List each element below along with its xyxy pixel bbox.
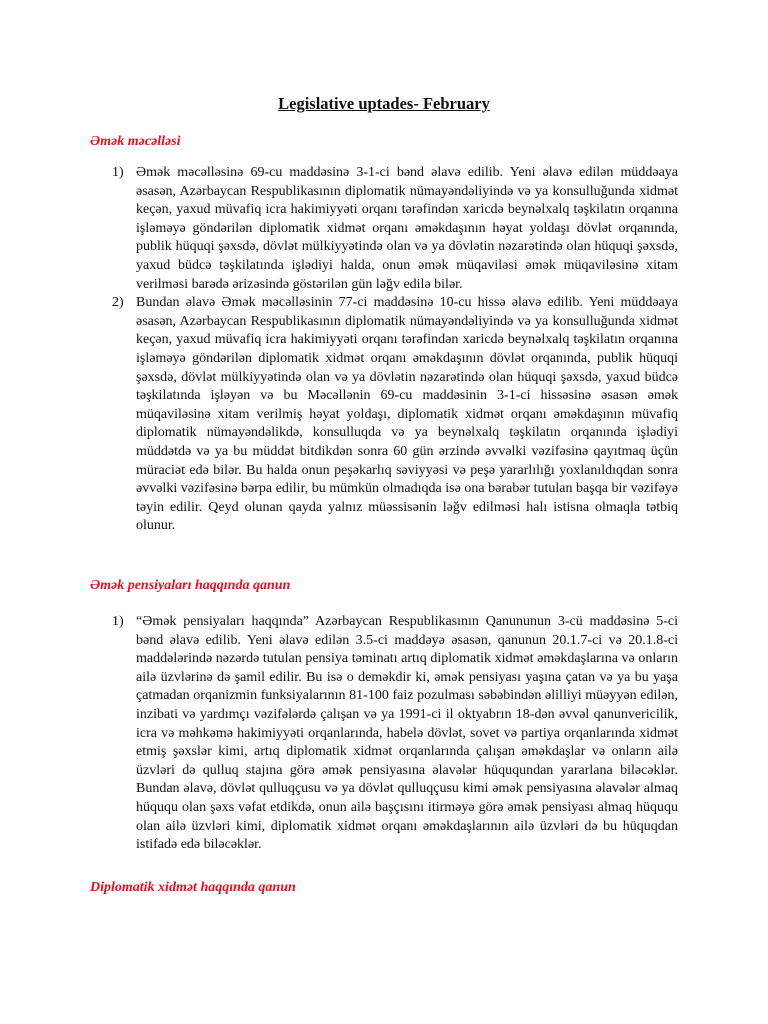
pensions-law-list [0,613,768,855]
section-heading-labor-code: Əmək məcəlləsi [90,134,181,149]
list-item [0,164,768,294]
list-item [0,613,768,855]
section-heading-diplomatic-service-law: Diplomatik xidmət haqqında qanun [90,880,296,895]
list-item-text: “Əmək pensiyaları haqqında” Azərbaycan Respublikasının Qanununun 3-cü maddəsinə 5-ci bənd əlavə edilib. Yeni əlavə edilən 3.5-ci maddəyə əsasən, qanunun 20.1.7-ci və 20.1.8-ci maddələrində nəzərdə tutulan pensiya təminatı artıq diplomatik xidmət əməkdaşlarına və onların ailə üzvlərinə də şamil edilir. Bu isə o deməkdir ki, əmək pensiyası yaşına çatan və ya bu yaşa çatmadan orqanizmin funksiyalarının 81-100 faiz pozulması səbəbindən əlilliyi müəyyən edilən, inzibati və yardımçı vəzifələrdə çalışan və ya 1991-ci il oktyabrın 18-dən əvvəl qanunvericilik, icra və məhkəmə hakimiyyəti orqanlarında, habelə dövlət, sovet və partiya orqanlarında xidmət etmiş şəxslər kimi, artıq diplomatik xidmət orqanlarında çalışan əməkdaşlar və onların ailə üzvləri də qulluq stajına görə əmək pensiyasına əlavələr hüququndan yararlana biləcəklər. Bundan əlavə, dövlət qulluqçusu və ya dövlət qulluqçusu kimi əmək pensiyasına əlavələr almaq hüququ olan şəxs vəfat etdikdə, onun ailə başçısını itirməyə görə əmək pensiyası almaq hüququ olan ailə üzvləri kimi, diplomatik xidmət orqanı əməkdaşlarının ailə üzvləri də bu hüquqdan istifadə edə biləcəklər. [136,614,678,853]
section-heading-pensions-law: Əmək pensiyaları haqqında qanun [90,578,291,593]
document-title: Legislative uptades- February [278,94,490,113]
list-item [0,294,768,536]
list-item-text: Əmək məcəlləsinə 69-cu maddəsinə 3-1-ci bənd əlavə edilib. Yeni əlavə edilən müddəaya əsasən, Azərbaycan Respublikasının diplomatik nümayəndəliyində və ya konsulluğunda xidmət keçən, yaxud müvafiq icra hakimiyyəti orqanı tərəfindən xaricdə beynəlxalq təşkilatın orqanına işləməyə göndərilən diplomatik xidmət orqanı əməkdaşının həyat yoldaşı dövlət orqanında, publik hüquqi şəxsdə, dövlət mülkiyyətində olan və ya dövlətin nəzarətində olan hüquqi şəxsdə, yaxud büdcə təşkilatında işlədiyi halda, onun əmək müqaviləsi əmək müqaviləsinə xitam verilməsi barədə ərizəsində göstərilən gün ləğv edilə bilər. [136,165,678,292]
list-item-number: 2) [112,295,124,311]
list-item-number: 1) [112,165,124,180]
labor-code-list [0,164,768,536]
list-item-text: Bundan əlavə Əmək məcəlləsinin 77-ci maddəsinə 10-cu hissə əlavə edilib. Yeni müddəaya əsasən, Azərbaycan Respublikasının diplomatik nümayəndəliyində və ya konsulluğunda xidmət keçən, yaxud müvafiq icra hakimiyyəti orqanı tərəfindən xaricdə beynəlxalq təşkilatın orqanına işləməyə göndərilən diplomatik xidmət orqanı əməkdaşının dövlət orqanında, publik hüquqi şəxsdə, dövlət mülkiyyətində olan və ya dövlətin nəzarətində olan hüquqi şəxsdə, yaxud büdcə təşkilatında işləyən və bu Məcəllənin 69-cu maddəsinin 3-1-ci hissəsinə əsasən əmək müqaviləsinə xitam verilmiş həyat yoldaşı, diplomatik xidmət orqanı əməkdaşının müvafiq diplomatik nümayəndəlikdə, konsulluqda və ya beynəlxalq təşkilatın orqanında işlədiyi müddətdə və ya bu müddət bitdikdən sonra 60 gün ərzində əvvəlki vəzifəsinə qayıtmaq üçün müraciət edə bilər. Bu halda onun peşəkarlıq səviyyəsi və peşə yararlılığı yoxlanıldıqdan sonra əvvəlki vəzifəsinə bərpa edilir, bu mümkün olmadıqda isə ona bərabər tutulan başqa bir vəzifəyə təyin edilir. Qeyd olunan qayda yalnız müəssisənin ləğv edilməsi halı istisna olmaqla tətbiq olunur. [136,295,678,534]
list-item-number: 1) [112,614,124,629]
